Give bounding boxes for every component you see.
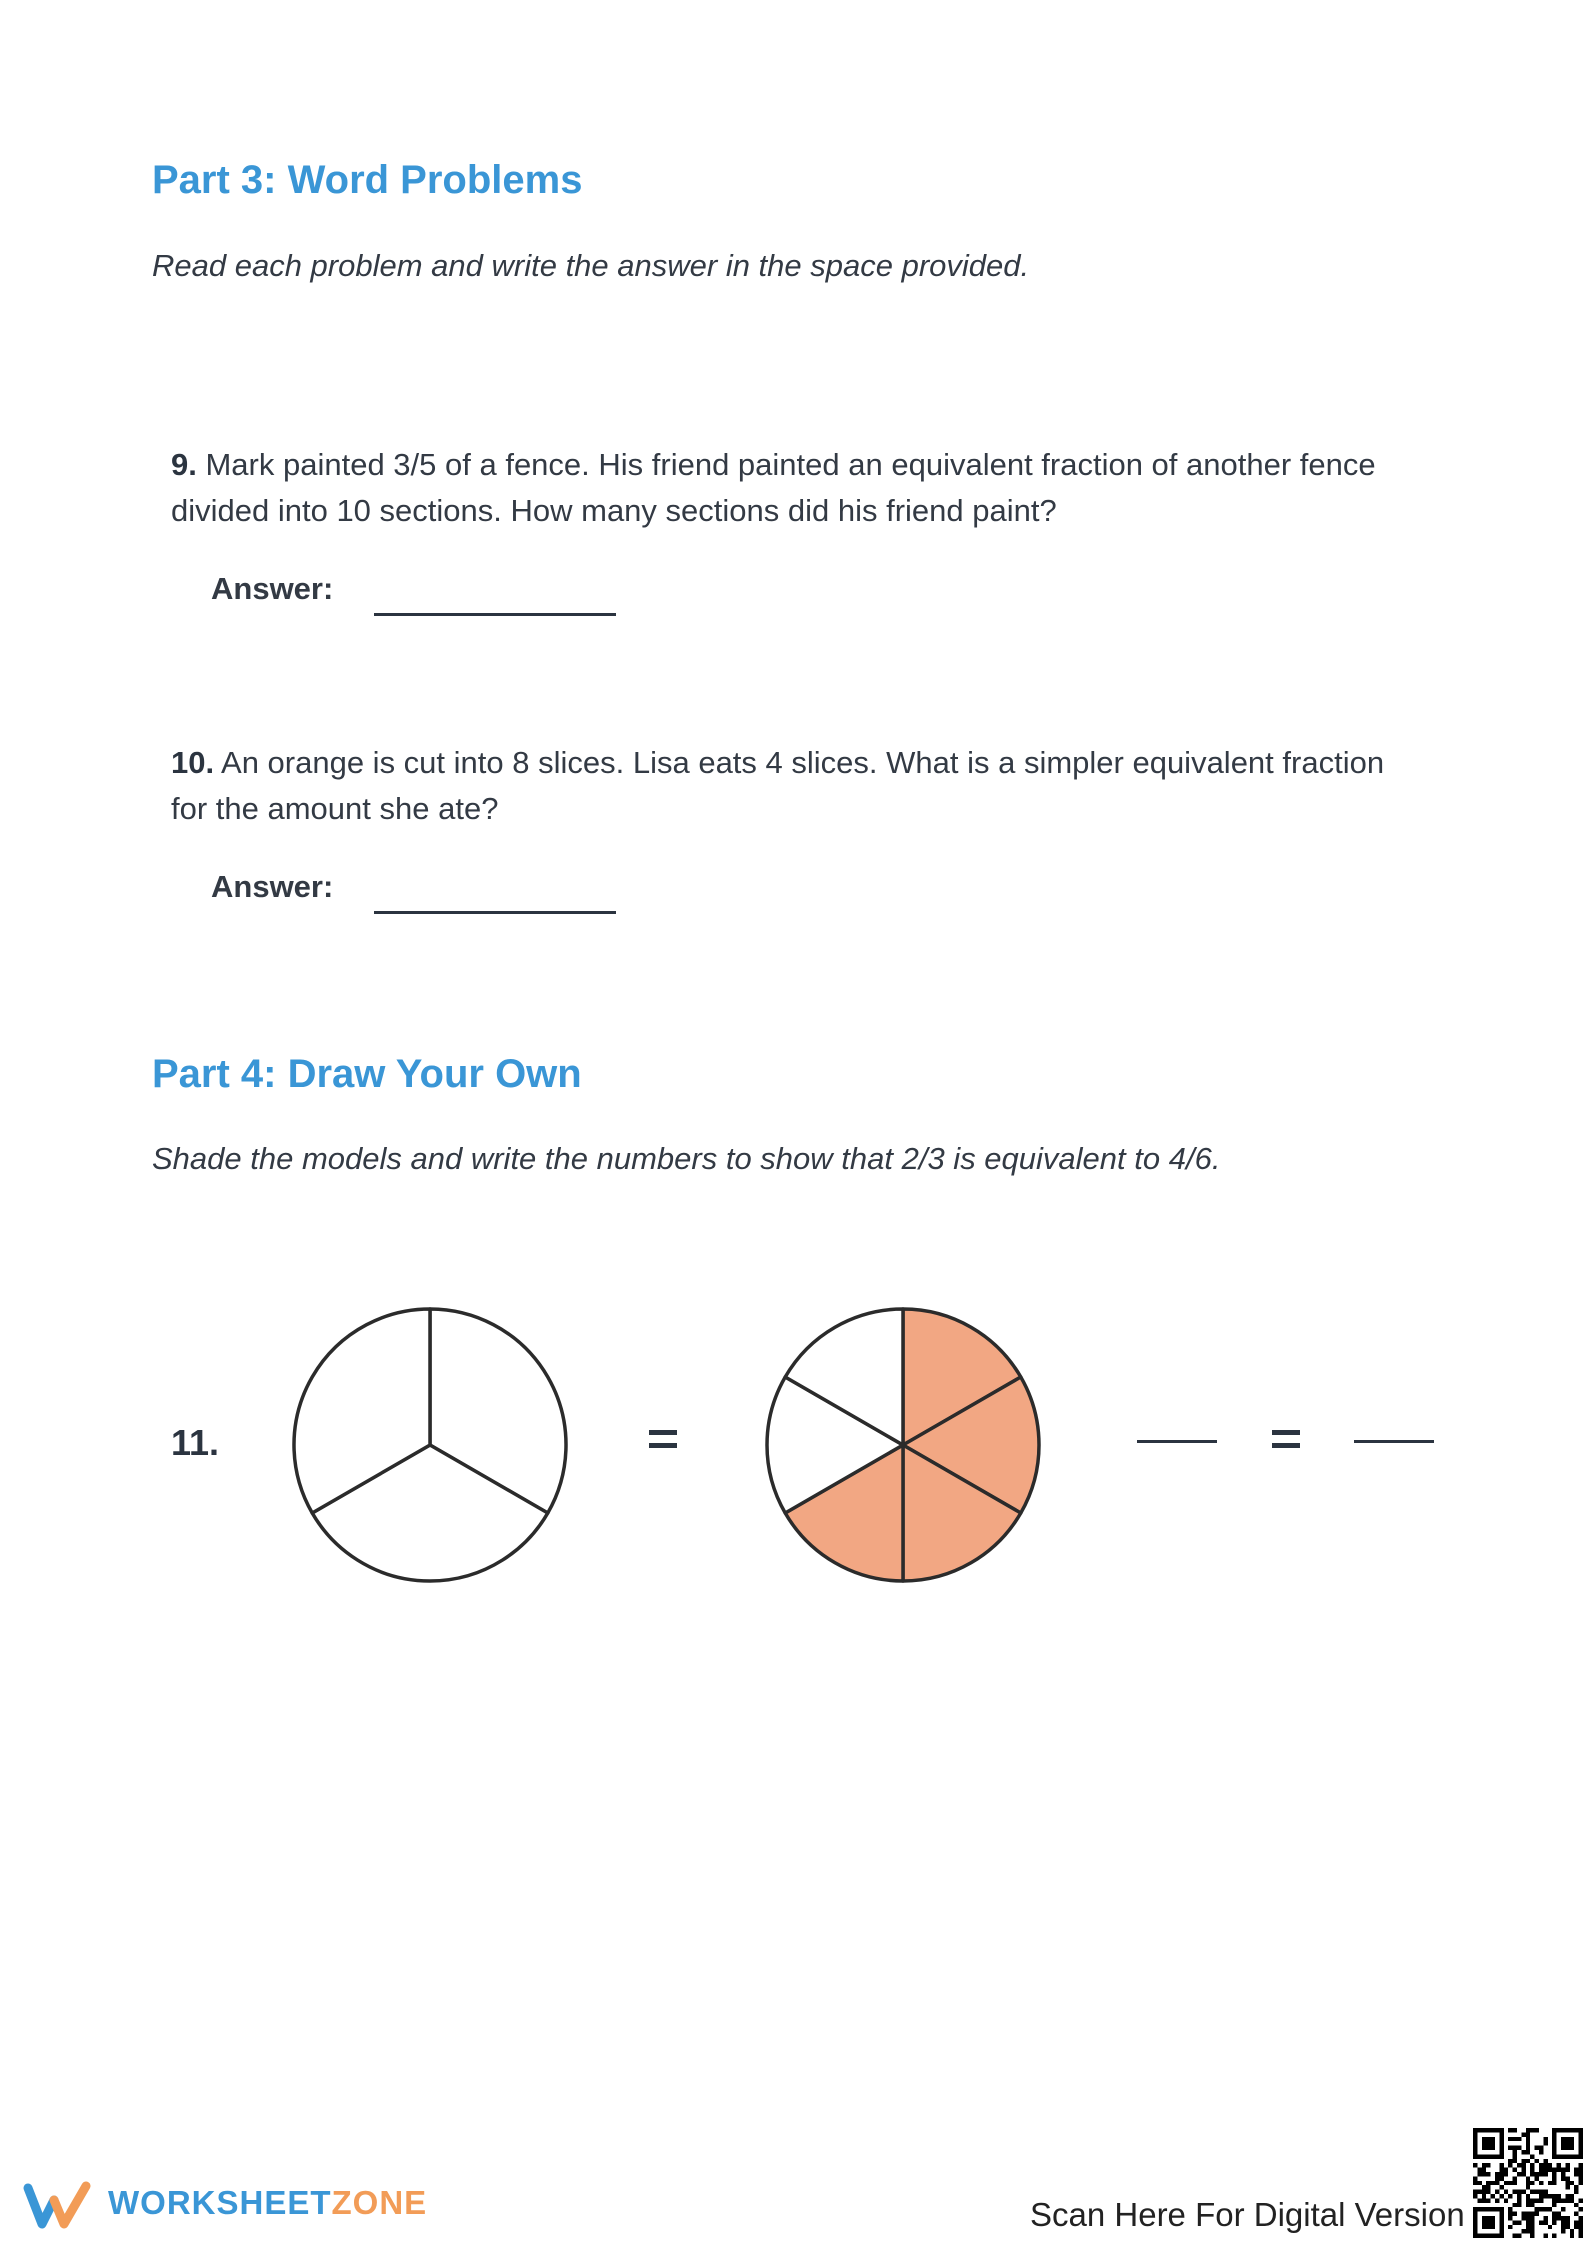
circle-sixths[interactable] [758, 1300, 1048, 1590]
question-10 [171, 740, 1411, 832]
question-9 [171, 442, 1411, 534]
worksheetzone-logo[interactable] [20, 2176, 440, 2230]
brand-name-part1: WORKSHEET [108, 2184, 332, 2221]
qr-code-icon[interactable] [1473, 2128, 1583, 2238]
scan-text: Scan Here For Digital Version [1030, 2196, 1465, 2233]
question-text: Mark painted 3/5 of a fence. His friend painted an equivalent fraction of another fence divided into 10 sections. How many sections did his friend paint? [171, 447, 1376, 528]
part4-title: Part 4: Draw Your Own [152, 1052, 582, 1096]
equals-sign-2 [1270, 1425, 1302, 1455]
equals-sign-1 [647, 1425, 679, 1455]
brand-name [108, 2184, 427, 2222]
answer-line-10[interactable] [374, 911, 616, 914]
fraction-blank-left[interactable] [1137, 1440, 1217, 1443]
logo-icon [20, 2180, 96, 2230]
part3-title: Part 3: Word Problems [152, 158, 583, 202]
question-number: 10. [171, 745, 215, 780]
answer-label-10: Answer: [211, 869, 334, 904]
fraction-blank-right[interactable] [1354, 1440, 1434, 1443]
part4-instruction: Shade the models and write the numbers to show that 2/3 is equivalent to 4/6. [152, 1141, 1221, 1176]
answer-label-9: Answer: [211, 571, 334, 606]
question-text: An orange is cut into 8 slices. Lisa eats 4 slices. What is a simpler equivalent fraction for the amount she ate? [171, 745, 1385, 826]
circle-thirds[interactable] [285, 1300, 575, 1590]
circle-sixths-slices [767, 1309, 1039, 1581]
brand-name-part2: ZONE [331, 2184, 428, 2221]
circle-thirds-slices [294, 1309, 566, 1581]
question-number: 9. [171, 447, 197, 482]
answer-line-9[interactable] [374, 613, 616, 616]
item-11-number: 11. [171, 1422, 220, 1463]
part3-instruction: Read each problem and write the answer in the space provided. [152, 248, 1030, 283]
